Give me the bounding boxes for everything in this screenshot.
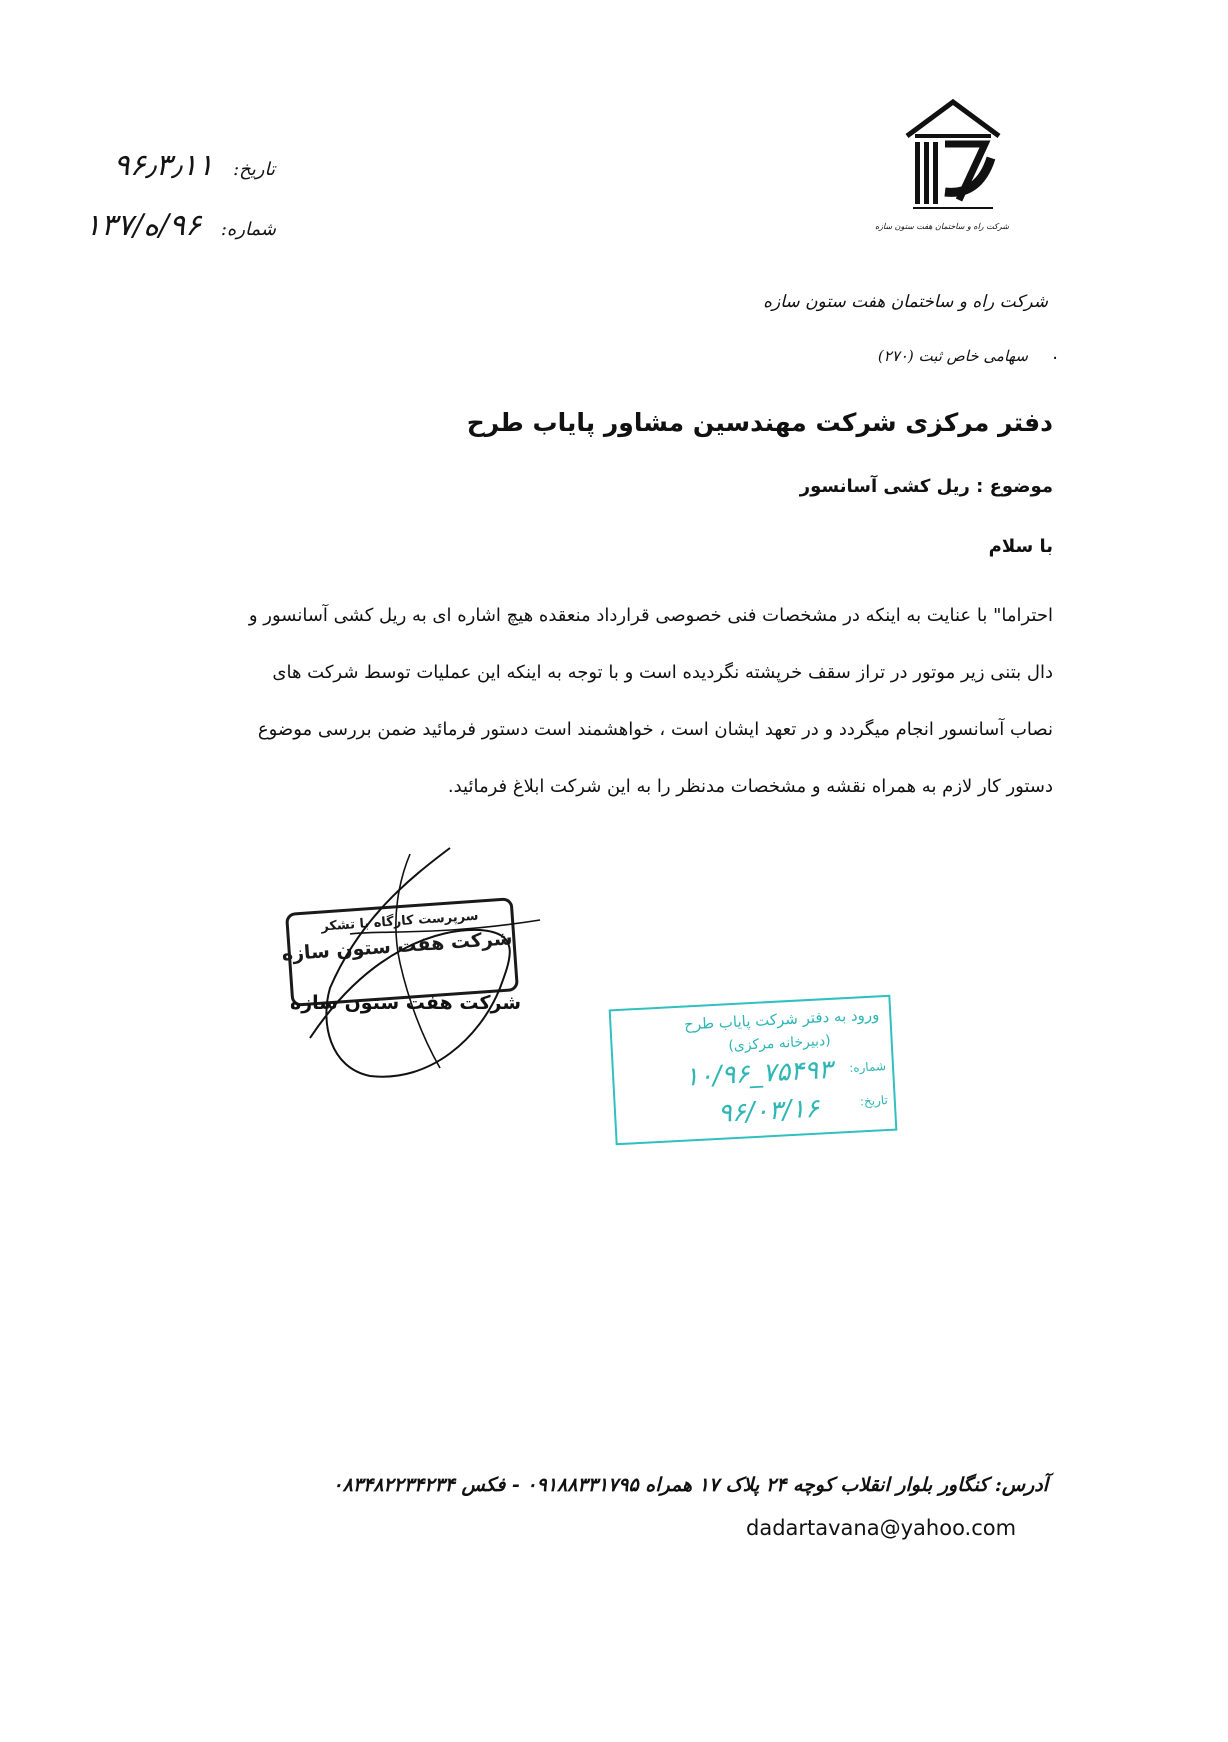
date-value: ۹۶٫۳٫۱۱ [113,148,214,183]
receipt-stamp-subtitle: (دبیرخانه مرکزی) [727,1032,832,1055]
number-label: شماره: [220,219,276,240]
receipt-stamp-title: ورود به دفتر شرکت پایاب طرح [683,1005,880,1034]
body-line: احتراما" با عنایت به اینکه در مشخصات فنی خصوصی قرارداد منعقده هیچ اشاره ای به ریل کشی آسانسور و [248,605,1053,626]
bullet-dot: . [1052,343,1058,364]
footer-address: آدرس: کنگاور بلوار انقلاب کوچه ۲۴ پلاک ۱۷ همراه ۰۹۱۸۸۳۳۱۷۹۵ - فکس ۰۸۳۴۸۲۲۳۴۲۳۴ [332,1474,1048,1496]
greeting: با سلام [988,536,1053,557]
letter-number [86,208,276,243]
letter-body [173,587,1053,815]
company-name: شرکت راه و ساختمان هفت ستون سازه [763,292,1048,312]
sender-stamp-line2: شرکت هفت ستون سازه [281,927,514,966]
subject: موضوع : ریل کشی آسانسور [799,476,1053,497]
body-line: دال بتنی زیر موتور در تراز سقف خرپشته نگردیده است و با توجه به اینکه این عملیات توسط شرکت های [272,662,1053,683]
company-registration: سهامی خاص ثبت (۲۷۰) [877,347,1028,365]
signatory-name: شرکت هفت ستون سازه [290,992,522,1014]
recipient: دفتر مرکزی شرکت مهندسین مشاور پایاب طرح [466,408,1053,437]
body-line: دستور کار لازم به همراه نقشه و مشخصات مدنظر را به این شرکت ابلاغ فرمائید. [447,776,1053,797]
receipt-number-value: ۱۰/۹۶_۷۵۴۹۳ [684,1054,833,1093]
receipt-number-label: شماره: [848,1059,887,1075]
receipt-date-label: تاریخ: [859,1092,889,1109]
letter-date [100,148,275,183]
logo-caption: شرکت راه و ساختمان هفت ستون سازه [874,222,1009,231]
receipt-stamp [609,995,898,1146]
footer-email[interactable]: dadartavana@yahoo.com [746,1516,1017,1540]
number-value: ۹۶/ه/۱۳۷ [84,208,202,243]
date-label: تاریخ: [233,159,275,180]
signature [281,838,550,1088]
sender-stamp-line1: سرپرست کارگاه با تشکر [320,908,479,935]
company-logo [874,100,1013,240]
receipt-date-value: ۹۶/۰۳/۱۶ [717,1093,820,1129]
body-line: نصاب آسانسور انجام میگردد و در تعهد ایشان است ، خواهشمند است دستور فرمائید ضمن بررسی موضوع [257,719,1053,740]
